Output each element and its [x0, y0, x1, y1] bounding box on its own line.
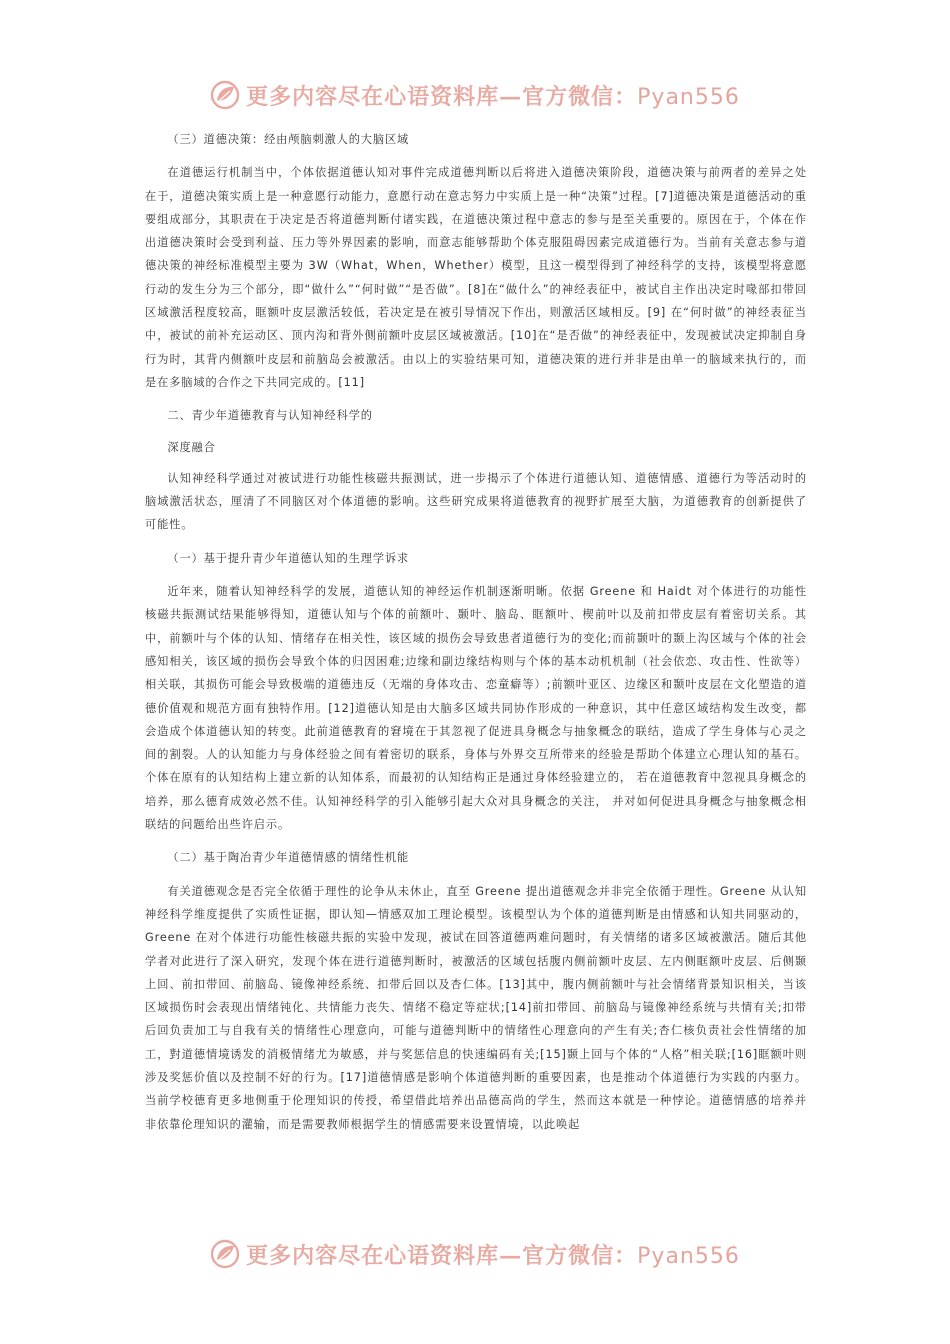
- chapter-heading-line2: 深度融合: [167, 440, 216, 454]
- watermark-banner-top: [0, 73, 950, 117]
- watermark-text: 更多内容尽在心语资料库—官方微信：Pyan556: [246, 83, 740, 110]
- section-heading-2: （二）基于陶冶青少年道德情感的情绪性机能: [167, 851, 410, 865]
- section-heading-1: （一）基于提升青少年道德认知的生理学诉求: [167, 551, 410, 565]
- section-heading-3: （三）道德决策：经由颅脑刺激人的大脑区域: [167, 133, 410, 146]
- paragraph-moral-emotion: 有关道德观念是否完全依循于理性的论争从未休止，直至 Greene 提出道德观念并非完全依循于理性。Greene 从认知神经科学维度提供了实质性证据，即认知—情感双加工理论模型。该模型认为个体的道德判断是由情感和认知共同驱动的，Greene 在对个体进行功能性核磁共振的实验中发现，被试在回答道德两难问题时，有关情绪的诸多区域被激活。随后其他学者对此进行了深入研究，发现个体在进行道德判断时，被激活的区域包括腹内侧前额叶皮层、左内侧眶额叶皮层、后侧颞上回、前扣带回、前脑岛、镜像神经系统、扣带后回以及杏仁体。[13]其中，腹内侧前额叶与社会情绪背景知识相关，当该区域损伤时会表现出情绪钝化、共情能力丧失、情绪不稳定等症状;[14]前扣带回、前脑岛与镜像神经系统与共情有关;扣带后回负责加工与自我有关的情绪性心理意向，可能与道德判断中的情绪性心理意向的产生有关;杏仁核负责社会性情绪的加工，對道德情境诱发的消极情绪尤为敏感，并与奖惩信息的快速编码有关;[15]颞上回与个体的“人格”相关联;[16]眶额叶则涉及奖惩价值以及控制不好的行为。[17]道德情感是影响个体道德判断的重要因素，也是推动个体道德行为实践的内驱力。当前学校德育更多地侧重于伦理知识的传授，希望借此培养出品德高尚的学生，然而这本就是一种悖论。道德情感的培养并非依靠伦理知识的灌输，而是需要教师根据学生的情感需要来设置情境，以此唤起: [145, 884, 807, 1131]
- chapter-heading-line1: 二、青少年道德教育与认知神经科学的: [167, 409, 373, 423]
- article-body: [145, 128, 807, 1136]
- watermark-banner-bottom: [0, 1232, 950, 1276]
- leaf-logo-icon: [210, 1239, 240, 1269]
- paragraph-moral-decision: 在道德运行机制当中，个体依据道德认知对事件完成道德判断以后将进入道德决策阶段，道德决策与前两者的差异之处在于，道德决策实质上是一种意愿行动能力，意愿行动在意志努力中实质上是一种“决策”过程。[7]道德决策是道德活动的重要组成部分，其职责在于决定是否将道德判断付诸实践，在道德决策过程中意志的参与是至关重要的。原因在于，个体在作出道德决策时会受到利益、压力等外界因素的影响，而意志能够帮助个体克服阻碍因素完成道德行为。当前有关意志参与道德决策的神经标准模型主要为 3W（What，When，Whether）模型，且这一模型得到了神经科学的支持，该模型将意愿行动的发生分为三个部分，即“做什么”“何时做”“是否做”。[8]在“做什么”的神经表征中，被试自主作出决定时喙部扣带回区域激活程度较高，眶额叶皮层激活较低，若决定是在被引导情况下作出，则激活区域相反。[9] 在“何时做”的神经表征当中，被试的前补充运动区、顶内沟和背外侧前额叶皮层区域被激活。[10]在“是否做”的神经表征中，发现被试决定抑制自身行为时，其背内侧额叶皮层和前脑岛会被激活。由以上的实验结果可知，道德决策的进行并非是由单一的脑域来执行的，而是在多脑域的合作之下共同完成的。[11]: [145, 166, 807, 389]
- paragraph-intro: 认知神经科学通过对被试进行功能性核磁共振测试，进一步揭示了个体进行道德认知、道德情感、道德行为等活动时的脑域激活状态，厘清了不同脑区对个体道德的影响。这些研究成果将道德教育的视野扩展至大脑，为道德教育的创新提供了可能性。: [145, 471, 807, 532]
- watermark-text: 更多内容尽在心语资料库—官方微信：Pyan556: [246, 1242, 740, 1269]
- paragraph-moral-cognition: 近年来，随着认知神经科学的发展，道德认知的神经运作机制逐渐明晰。依据 Greene 和 Haidt 对个体进行的功能性核磁共振测试结果能够得知，道德认知与个体的前额叶、颞叶、脑岛、眶额叶、楔前叶以及前扣带皮层有着密切关系。其中，前额叶与个体的认知、情绪存在相关性，该区域的损伤会导致患者道德行为的变化;而前颞叶的颞上沟区域与个体的社会感知相关，该区域的损伤会导致个体的归因困难;边缘和副边缘结构则与个体的基本动机机制（社会依恋、攻击性、性欲等）相关联，其损伤可能会导致极端的道德违反（无端的身体攻击、恋童癖等）;前额叶亚区、边缘区和颞叶皮层在文化塑造的道德价值观和规范方面有独特作用。[12]道德认知是由大脑多区域共同协作形成的一种意识，其中任意区域结构发生改变，都会造成个体道德认知的转变。此前道德教育的窘境在于其忽视了促进具身概念与抽象概念的联结，造成了学生身体与心灵之间的割裂。人的认知能力与身体经验之间有着密切的联系，身体与外界交互所带来的经验是帮助个体建立心理认知的基石。个体在原有的认知结构上建立新的认知体系，而最初的认知结构正是通过身体经验建立的， 若在道德教育中忽视具身概念的培养，那么德育成效必然不佳。认知神经科学的引入能够引起大众对具身概念的关注， 并对如何促进具身概念与抽象概念相联结的问题给出些许启示。: [145, 585, 807, 832]
- leaf-logo-icon: [210, 80, 240, 110]
- watermark-handle: Pyan556: [637, 84, 740, 110]
- watermark-handle: Pyan556: [637, 1243, 740, 1269]
